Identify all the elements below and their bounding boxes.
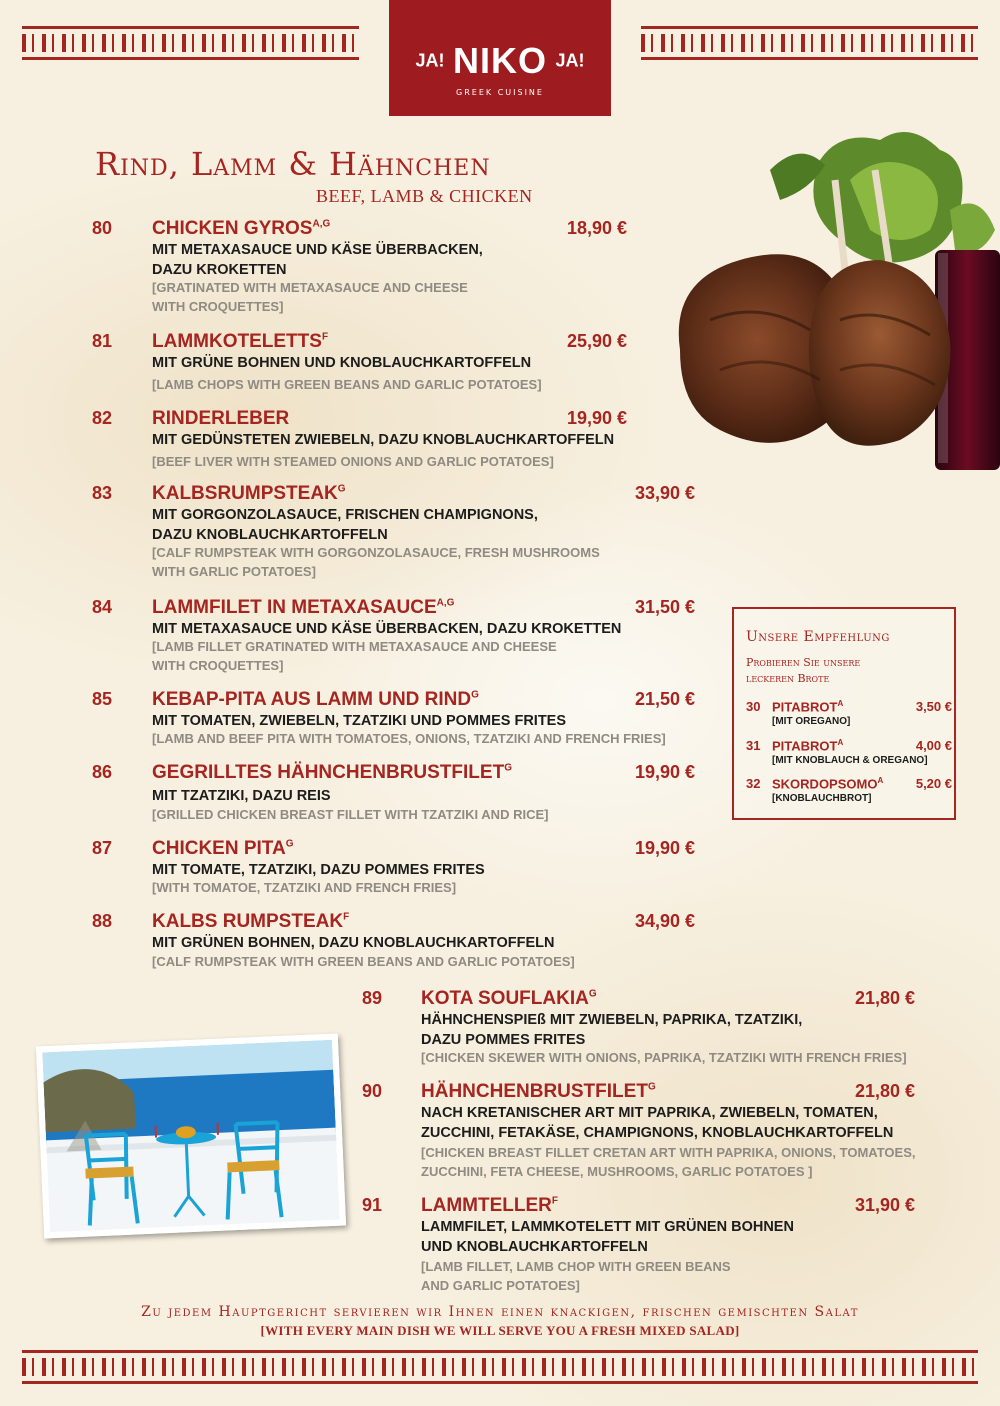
allergen-codes: A,G (436, 597, 455, 609)
dish-name: KALBS $RUMPSTEAK^F$ (152, 911, 350, 932)
bread-item-30 (746, 699, 952, 733)
dish-description-de: MIT TZATZIKI, DAZU REIS (152, 788, 331, 804)
allergen-codes: G (337, 483, 346, 495)
dish-description-de: MIT METAXASAUCE UND KÄSE ÜBERBACKEN, DAZU KROKETTEN (152, 242, 483, 278)
dish-price: 33,90 € (635, 483, 696, 503)
bread-name: $PITABROT^A$ (772, 738, 844, 754)
allergen-codes: G (588, 988, 597, 1000)
dish-description-en: [LAMB FILLET GRATINATED WITH METAXASAUCE AND CHEESE WITH CROQUETTES] (152, 639, 557, 673)
dish-description-de: MIT GEDÜNSTETEN ZWIEBELN, DAZU KNOBLAUCHKARTOFFELN (152, 432, 615, 448)
logo-brand: NIKO (453, 40, 547, 81)
allergen-codes: A (877, 776, 884, 785)
dish-80 (92, 218, 652, 318)
dish-description-en: [CALF RUMPSTEAK WITH GORGONZOLASAUCE, FRESH MUSHROOMS WITH GARLIC POTATOES] (152, 545, 600, 579)
dish-description-de: MIT GRÜNEN BOHNEN, DAZU KNOBLAUCHKARTOFFELN (152, 935, 555, 951)
dish-84 (92, 597, 712, 677)
greek-key-border-top-right (641, 26, 978, 60)
recommendation-subtitle: Probieren Sie unsere leckeren Brote (746, 656, 861, 685)
dish-89 (362, 988, 962, 1068)
dish-price: 21,50 € (635, 689, 696, 709)
bread-name: $SKORDOPSOMO^A$ (772, 776, 884, 792)
dish-number: 81 (92, 331, 113, 351)
dish-88 (92, 911, 712, 971)
allergen-codes: G (504, 762, 512, 774)
dish-price: 19,90 € (635, 762, 696, 782)
bread-item-31 (746, 738, 952, 772)
dish-name: $KALBSRUMPSTEAK^G$ (152, 483, 346, 504)
allergen-codes: F (343, 911, 350, 923)
dish-description-de: MIT GRÜNE BOHNEN UND KNOBLAUCHKARTOFFELN (152, 355, 532, 371)
dish-description-en: [LAMB AND BEEF PITA WITH TOMATOES, ONIONS, TZATZIKI AND FRENCH FRIES] (152, 731, 666, 746)
logo-tagline: GREEK CUISINE (456, 88, 544, 97)
bread-note: [KNOBLAUCHBROT] (772, 793, 872, 804)
dish-name: $HÄHNCHENBRUSTFILET^G$ (421, 1081, 656, 1102)
dish-number: 86 (92, 762, 113, 782)
dish-86 (92, 762, 712, 822)
dish-81 (92, 331, 652, 401)
logo-ja-right: JA! (555, 50, 585, 71)
dish-description-en: [CHICKEN SKEWER WITH ONIONS, PAPRIKA, TZATZIKI WITH FRENCH FRIES] (421, 1050, 907, 1065)
allergen-codes: F (551, 1195, 558, 1207)
dish-number: 84 (92, 597, 113, 617)
footer-note-en: [WITH EVERY MAIN DISH WE WILL SERVE YOU A FRESH MIXED SALAD] (260, 1323, 740, 1338)
dish-name: LAMMFILET IN $METAXASAUCE^{A,G}$ (152, 597, 455, 618)
dish-price: 21,80 € (855, 1081, 916, 1101)
dish-number: 83 (92, 483, 113, 503)
dish-description-en: [CALF RUMPSTEAK WITH GREEN BEANS AND GARLIC POTATOES] (152, 954, 575, 969)
dish-name: $LAMMKOTELETTS^F$ (152, 331, 329, 352)
dish-85 (92, 689, 712, 749)
allergen-codes: G (285, 838, 294, 850)
greek-key-border-top-left (22, 26, 359, 60)
dish-price: 19,90 € (567, 408, 628, 428)
dish-description-de: MIT TOMATEN, ZWIEBELN, TZATZIKI UND POMMES FRITES (152, 713, 567, 729)
dish-description-de: HÄHNCHENSPIEß MIT ZWIEBELN, PAPRIKA, TZATZIKI, DAZU POMMES FRITES (421, 1012, 803, 1048)
dish-number: 90 (362, 1081, 383, 1101)
greek-key-border-bottom (22, 1350, 978, 1384)
dish-price: 31,90 € (855, 1195, 916, 1215)
allergen-codes: A,G (312, 218, 331, 230)
dish-description-en: [LAMB FILLET, LAMB CHOP WITH GREEN BEANS AND GARLIC POTATOES] (421, 1259, 731, 1293)
dish-name: RINDERLEBER (152, 408, 290, 429)
dish-number: 87 (92, 838, 113, 858)
bread-note: [MIT KNOBLAUCH & OREGANO] (772, 755, 928, 766)
dish-83 (92, 483, 712, 583)
dish-name: CHICKEN $PITA^G$ (152, 838, 294, 859)
allergen-codes: F (321, 331, 329, 343)
dish-90 (362, 1081, 962, 1181)
bread-number: 32 (746, 776, 761, 791)
dish-price: 18,90 € (567, 218, 628, 238)
allergen-codes: A (837, 699, 844, 708)
dish-price: 25,90 € (567, 331, 628, 351)
bread-note: [MIT OREGANO] (772, 716, 851, 727)
bread-price: 4,00 € (915, 738, 952, 753)
dish-name: KOTA $SOUFLAKIA^G$ (421, 988, 597, 1009)
dish-description-en: [GRATINATED WITH METAXASAUCE AND CHEESE WITH CROQUETTES] (152, 280, 468, 314)
dish-description-de: MIT TOMATE, TZATZIKI, DAZU POMMES FRITES (152, 862, 485, 878)
dish-price: 19,90 € (635, 838, 696, 858)
restaurant-logo (389, 0, 611, 116)
grilled-lamb-chops-photo (650, 120, 1000, 495)
dish-number: 85 (92, 689, 113, 709)
dish-description-de: MIT GORGONZOLASAUCE, FRISCHEN CHAMPIGNONS, DAZU KNOBLAUCHKARTOFFELN (152, 507, 538, 543)
dish-description-en: [GRILLED CHICKEN BREAST FILLET WITH TZATZIKI AND RICE] (152, 807, 549, 822)
recommendation-title: Unsere Empfehlung (746, 629, 890, 645)
dish-description-en: [CHICKEN BREAST FILLET CRETAN ART WITH PAPRIKA, ONIONS, TOMATOES, ZUCCHINI, FETA CHEESE, MUSHROOMS, GARLIC POTATOES ] (421, 1145, 916, 1179)
page-title: Rind, Lamm & Hähnchen (95, 145, 491, 183)
bread-item-32 (746, 776, 952, 810)
footer-note-de: Zu jedem Hauptgericht servieren wir Ihnen einen knackigen, frischen gemischten Salat (141, 1304, 859, 1320)
recommendation-box (732, 607, 956, 820)
greek-sea-terrace-photo (36, 1034, 346, 1239)
bread-number: 31 (746, 738, 761, 753)
bread-price: 5,20 € (915, 776, 952, 791)
dish-name: GEGRILLTES $HÄHNCHENBRUSTFILET^G$ (152, 762, 512, 783)
dish-name: KEBAP-PITA AUS LAMM UND $RIND^G$ (152, 689, 479, 710)
dish-82 (92, 408, 652, 478)
dish-price: 21,80 € (855, 988, 916, 1008)
allergen-codes: G (471, 689, 479, 701)
dish-number: 82 (92, 408, 113, 428)
allergen-codes: A (837, 738, 844, 747)
dish-number: 88 (92, 911, 113, 931)
dish-number: 89 (362, 988, 383, 1008)
logo-ja-left: JA! (415, 50, 445, 71)
dish-description-de: NACH KRETANISCHER ART MIT PAPRIKA, ZWIEBELN, TOMATEN, ZUCCHINI, FETAKÄSE, CHAMPIGNONS, KNOBLAUCHKARTOFFELN (421, 1105, 894, 1141)
dish-91 (362, 1195, 962, 1295)
dish-description-en: [BEEF LIVER WITH STEAMED ONIONS AND GARLIC POTATOES] (152, 454, 554, 469)
dish-description-en: [WITH TOMATOE, TZATZIKI AND FRENCH FRIES] (152, 880, 457, 895)
dish-price: 34,90 € (635, 911, 696, 931)
dish-number: 80 (92, 218, 113, 238)
dish-description-en: [LAMB CHOPS WITH GREEN BEANS AND GARLIC POTATOES] (152, 377, 542, 392)
dish-number: 91 (362, 1195, 383, 1215)
bread-price: 3,50 € (915, 699, 952, 714)
page-subtitle: BEEF, LAMB & CHICKEN (316, 186, 533, 206)
allergen-codes: G (647, 1081, 656, 1093)
bread-name: $PITABROT^A$ (772, 699, 844, 715)
dish-description-de: MIT METAXASAUCE UND KÄSE ÜBERBACKEN, DAZU KROKETTEN (152, 621, 622, 637)
dish-name: CHICKEN $GYROS^{A,G}$ (152, 218, 331, 239)
dish-price: 31,50 € (635, 597, 696, 617)
dish-description-de: LAMMFILET, LAMMKOTELETT MIT GRÜNEN BOHNEN UND KNOBLAUCHKARTOFFELN (421, 1219, 794, 1255)
dish-87 (92, 838, 712, 898)
dish-name: $LAMMTELLER^F$ (421, 1195, 558, 1216)
bread-number: 30 (746, 699, 761, 714)
